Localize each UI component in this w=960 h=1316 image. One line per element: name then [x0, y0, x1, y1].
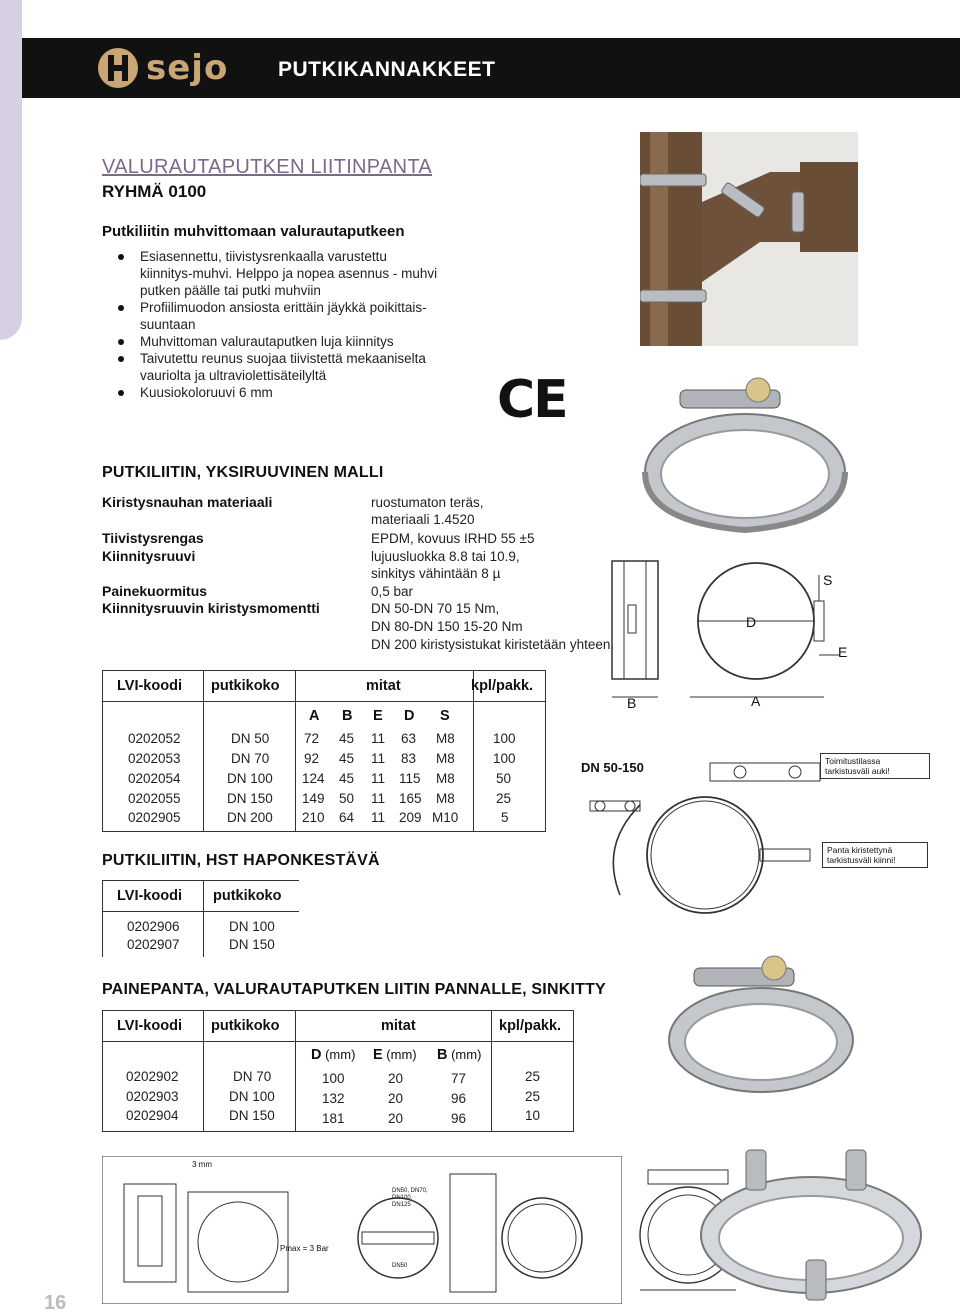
- col-header-qty: kpl/pakk.: [499, 1018, 562, 1034]
- hst-heading: PUTKILIITIN, HST HAPONKESTÄVÄ: [102, 852, 380, 869]
- col-header-code: LVI-koodi: [117, 888, 182, 904]
- col-header-dims: mitat: [366, 678, 401, 694]
- spec-value: 0,5 bar: [371, 584, 414, 599]
- pressure-band-photo: [664, 950, 858, 1100]
- dim-header-s: S: [440, 708, 450, 724]
- dim-header-b: B: [342, 708, 353, 724]
- logo-text: sejo: [146, 48, 229, 88]
- technical-drawings: [102, 1156, 622, 1304]
- drawing-label-dn50: DN50: [392, 1263, 408, 1269]
- feature-list: [118, 248, 438, 401]
- spec-label: Tiivistysrengas: [102, 530, 204, 546]
- spec-value: sinkitys vähintään 8 µ: [371, 566, 501, 581]
- feature-item: Taivutettu reunus suojaa tiivistettä mekaaniselta vauriolta ja ultraviolettisäteilyltä: [118, 350, 438, 384]
- single-screw-heading: PUTKILIITIN, YKSIRUUVINEN MALLI: [102, 464, 384, 481]
- product-subtitle: Putkiliitin muhvittomaan valurautaputkeen: [102, 223, 405, 240]
- feature-item: Profiilimuodon ansiosta erittäin jäykkä poikittais-suuntaan: [118, 299, 438, 333]
- pipe-installation-photo: [640, 132, 858, 346]
- dn-range-label: DN 50-150: [581, 760, 644, 775]
- spec-label: Kiristysnauhan materiaali: [102, 494, 273, 510]
- spec-value: EPDM, kovuus IRHD 55 ±5: [371, 531, 535, 546]
- dim-header-e: E (mm): [373, 1047, 417, 1063]
- feature-item: Muhvittoman valurautaputken luja kiinnitys: [118, 333, 438, 350]
- dim-header-b: B (mm): [437, 1047, 482, 1063]
- spec-value: lujuusluokka 8.8 tai 10.9,: [371, 549, 520, 564]
- callout-open: Toimitustilassa tarkistusväli auki!: [820, 753, 930, 779]
- installation-diagram: [560, 745, 830, 915]
- spec-value: DN 50-DN 70 15 Nm,: [371, 601, 500, 616]
- feature-item: Esiasennettu, tiivistysrenkaalla varustettu kiinnitys-muhvi. Helppo ja nopea asennus - muhvi putken päälle tai putki muhviin: [118, 248, 438, 299]
- callout-closed: Panta kiristettynä tarkistusväli kiinni!: [822, 842, 928, 868]
- spec-value: ruostumaton teräs,: [371, 495, 484, 510]
- spec-label: Painekuormitus: [102, 583, 208, 599]
- col-header-size: putkikoko: [213, 888, 282, 904]
- dim-header-d: D: [404, 708, 415, 724]
- spec-value: DN 200 kiristysistukat kiristetään yhteen.: [371, 637, 615, 652]
- col-header-code: LVI-koodi: [117, 678, 182, 694]
- page-header-title: PUTKIKANNAKKEET: [278, 58, 496, 81]
- section-title: VALURAUTAPUTKEN LIITINPANTA: [102, 156, 433, 178]
- sidebar-tab: [0, 0, 22, 340]
- col-header-dims: mitat: [381, 1018, 416, 1034]
- spec-value: materiaali 1.4520: [371, 512, 475, 527]
- feature-item: Kuusiokoloruuvi 6 mm: [118, 384, 438, 401]
- col-header-size: putkikoko: [211, 1018, 280, 1034]
- dimension-diagram: [600, 555, 940, 715]
- dim-header-e: E: [373, 708, 383, 724]
- dim-label-s: S: [823, 572, 833, 588]
- sejo-logo-icon: [96, 46, 140, 90]
- col-header-qty: kpl/pakk.: [471, 678, 534, 694]
- dim-header-a: A: [309, 708, 320, 724]
- ce-mark: CE: [497, 370, 567, 430]
- single-screw-table: LVI-koodi putkikoko mitat kpl/pakk. A B E D S 0202052 DN 50 72 45 11 63 M8 100 0202053 DN 70 92 45 11 83 M8 100 0202054 DN 100 124 45 11 115 M8 50 0202055 DN 150 149 50 11 165 M8 25 0202905 DN 200 210 64 11 209 M10 5: [102, 670, 546, 832]
- dim-label-e: E: [838, 644, 848, 660]
- sejo-logo: [96, 44, 228, 92]
- drawing-label-3mm: 3 mm: [192, 1160, 212, 1169]
- spec-label: Kiinnitysruuvin kiristysmomentti: [102, 600, 320, 616]
- spec-value: DN 80-DN 150 15-20 Nm: [371, 619, 523, 634]
- dim-label-a: A: [751, 693, 761, 709]
- dim-header-d: D (mm): [311, 1047, 356, 1063]
- spec-label: Kiinnitysruuvi: [102, 548, 196, 564]
- group-title: RYHMÄ 0100: [102, 182, 207, 201]
- col-header-size: putkikoko: [211, 678, 280, 694]
- dim-label-d: D: [746, 614, 757, 630]
- drawing-label-pmax: Pmax = 3 Bar: [280, 1244, 329, 1253]
- drawing-label-dn-list: DN50, DN70, DN100, DN125: [392, 1188, 428, 1208]
- clamp-photo: [640, 372, 850, 542]
- dim-label-b: B: [627, 695, 637, 711]
- pressure-band-heading: PAINEPANTA, VALURAUTAPUTKEN LIITIN PANNALLE, SINKITTY: [102, 981, 606, 998]
- col-header-code: LVI-koodi: [117, 1018, 182, 1034]
- hst-table: LVI-koodi putkikoko 0202906 DN 100 0202907 DN 150: [102, 880, 299, 957]
- pressure-band-table: LVI-koodi putkikoko mitat kpl/pakk. D (mm) E (mm) B (mm) 0202902 DN 70 100 20 77 25 0202903 DN 100 132 20 96 25 0202904 DN 150 181 20 96 10: [102, 1010, 574, 1132]
- steel-band-photo: [686, 1140, 936, 1310]
- page-number: 16: [44, 1292, 67, 1314]
